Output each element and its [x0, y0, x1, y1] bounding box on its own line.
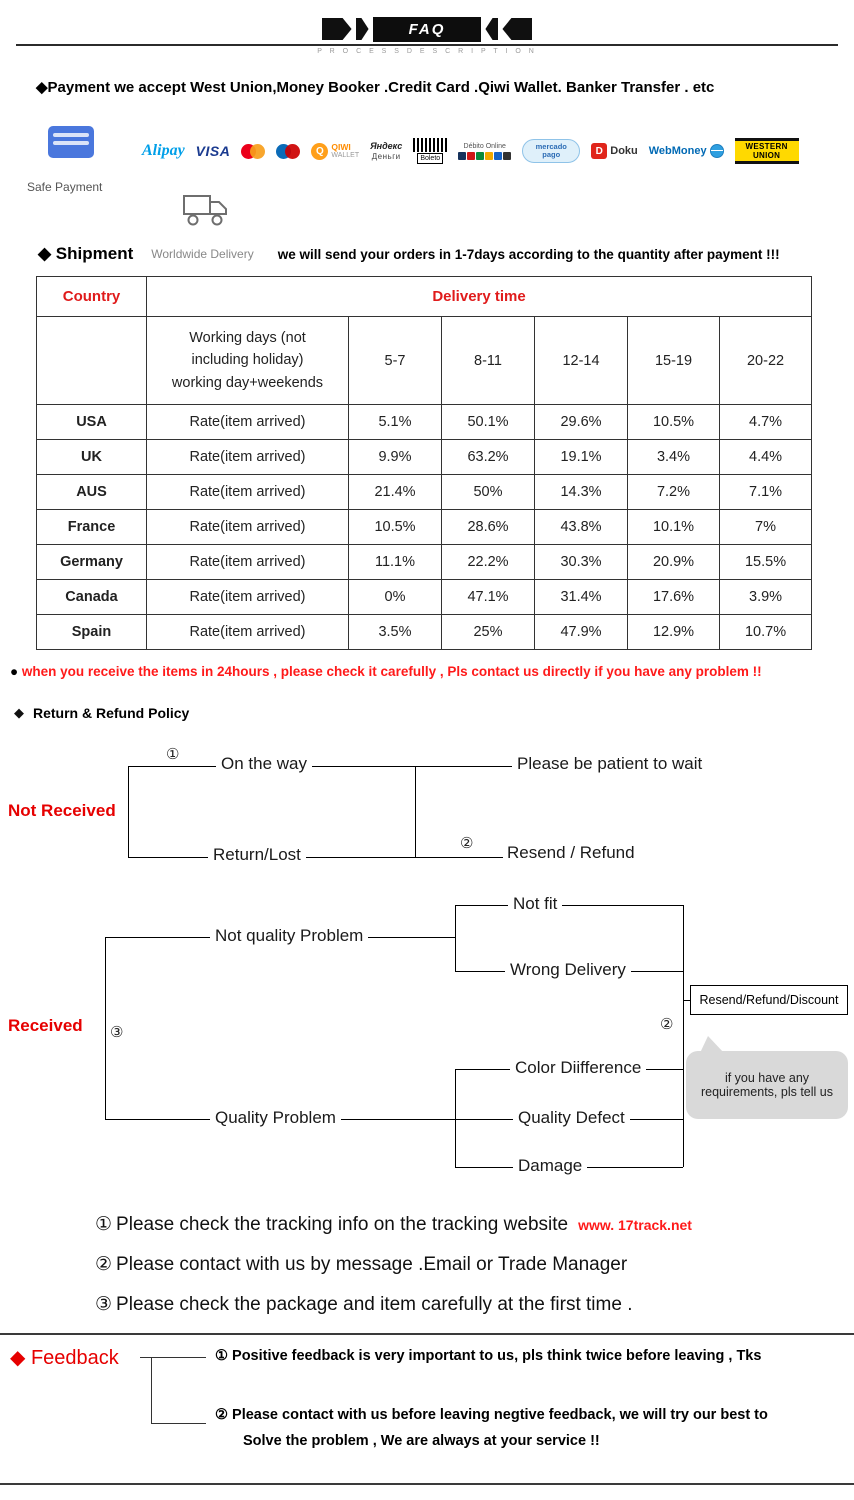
alipay-logo: Alipay: [142, 142, 185, 160]
check-items-warning: ● when you receive the items in 24hours , please check it carefully , Pls contact us directly if you have any problem !!: [10, 664, 762, 679]
rate-value: 9.9%: [349, 440, 442, 475]
connector-line: [683, 905, 684, 1167]
webmoney-logo: WebMoney: [649, 144, 724, 158]
note-contact: ② Please contact with us by message .Email or Trade Manager: [95, 1254, 628, 1275]
ribbon-chevron-icon: [356, 18, 369, 40]
feedback-item-2: ② Please contact with us before leaving negtive feedback, we will try our best to Solve the problem , We are always at your service !!: [215, 1407, 768, 1449]
rate-value: 4.7%: [720, 405, 812, 440]
rate-value: 22.2%: [442, 545, 535, 580]
table-row: [37, 545, 812, 580]
faq-title: FAQ: [373, 17, 482, 42]
diamond-icon: ◆: [14, 705, 24, 720]
payment-logos-row: [142, 138, 846, 164]
rate-label: Rate(item arrived): [147, 405, 349, 440]
resend-refund-discount-box: Resend/Refund/Discount: [690, 985, 848, 1015]
rate-value: 7.2%: [628, 475, 720, 510]
rate-value: 19.1%: [535, 440, 628, 475]
country-name: AUS: [37, 475, 147, 510]
shipment-heading: ◆ Shipment: [38, 244, 134, 263]
col-header-delivery-time: Delivery time: [147, 277, 812, 317]
faq-ribbon: [0, 16, 854, 42]
tracking-website-link[interactable]: www. 17track.net: [578, 1217, 692, 1233]
color-difference-label: Color Diifference: [510, 1058, 646, 1078]
rate-value: 10.1%: [628, 510, 720, 545]
feedback-heading: ◆ Feedback: [10, 1347, 119, 1369]
working-days-label: Working days (not including holiday) working day+weekends: [147, 317, 349, 405]
boleto-logo: Boleto: [413, 138, 447, 164]
bullet-icon: ●: [10, 664, 19, 679]
col-header-country: Country: [37, 277, 147, 317]
received-label: Received: [8, 1016, 83, 1035]
rate-value: 10.7%: [720, 615, 812, 650]
day-range: 12-14: [535, 317, 628, 405]
day-range: 15-19: [628, 317, 720, 405]
table-row: [37, 440, 812, 475]
requirements-speech-bubble: if you have any requirements, pls tell us: [686, 1051, 848, 1119]
maestro-icon: [276, 144, 300, 159]
rate-value: 17.6%: [628, 580, 720, 615]
feedback-section: [0, 1333, 854, 1485]
worldwide-delivery-label: Worldwide Delivery: [151, 247, 254, 261]
payment-section: [0, 96, 854, 236]
table-row: [37, 580, 812, 615]
rate-value: 43.8%: [535, 510, 628, 545]
connector-line: [151, 1423, 206, 1424]
table-row: [37, 510, 812, 545]
damage-label: Damage: [513, 1156, 587, 1176]
rate-value: 63.2%: [442, 440, 535, 475]
country-name: Germany: [37, 545, 147, 580]
table-row: [37, 475, 812, 510]
rate-label: Rate(item arrived): [147, 615, 349, 650]
rate-value: 25%: [442, 615, 535, 650]
not-received-label: Not Received: [8, 801, 116, 820]
shipment-note: we will send your orders in 1-7days according to the quantity after payment !!!: [277, 246, 780, 262]
visa-logo: VISA: [195, 143, 231, 160]
rate-value: 29.6%: [535, 405, 628, 440]
globe-icon: [710, 144, 724, 158]
connector-line: [455, 1069, 456, 1167]
connector-line: [140, 1357, 206, 1358]
shipment-row: [38, 244, 854, 264]
banner-subtitle: P R O C E S S D E S C R I P T I O N: [303, 48, 551, 55]
connector-line: [128, 857, 503, 858]
feedback-item-1: ① Positive feedback is very important to us, pls think twice before leaving , Tks: [215, 1348, 762, 1364]
ribbon-chevron-icon: [502, 18, 532, 40]
ribbon-chevron-icon: [485, 18, 498, 40]
banner-divider: [16, 44, 838, 60]
rate-value: 3.4%: [628, 440, 720, 475]
rate-label: Rate(item arrived): [147, 475, 349, 510]
connector-line: [151, 1357, 152, 1423]
step-2-marker: ②: [460, 835, 474, 852]
rate-value: 50%: [442, 475, 535, 510]
mastercard-icon: [241, 144, 265, 159]
delivery-table: [36, 276, 812, 650]
delivery-truck-icon: [182, 192, 230, 233]
rate-value: 30.3%: [535, 545, 628, 580]
table-row: [37, 405, 812, 440]
bank-icons-row: [458, 152, 511, 160]
rate-value: 0%: [349, 580, 442, 615]
country-name: Spain: [37, 615, 147, 650]
faq-banner: [0, 0, 854, 60]
doku-icon: D: [591, 143, 607, 159]
country-name: USA: [37, 405, 147, 440]
rate-value: 15.5%: [720, 545, 812, 580]
rate-value: 28.6%: [442, 510, 535, 545]
safe-payment-label: Safe Payment: [27, 180, 103, 194]
country-name: UK: [37, 440, 147, 475]
connector-line: [415, 766, 416, 857]
day-range: 20-22: [720, 317, 812, 405]
rate-value: 7%: [720, 510, 812, 545]
ribbon-chevron-icon: [322, 18, 352, 40]
rate-label: Rate(item arrived): [147, 510, 349, 545]
rate-value: 10.5%: [628, 405, 720, 440]
day-range: 5-7: [349, 317, 442, 405]
rate-value: 12.9%: [628, 615, 720, 650]
rate-value: 7.1%: [720, 475, 812, 510]
mercado-pago-logo: mercado pago: [522, 139, 580, 163]
note-tracking: ① Please check the tracking info on the tracking website www. 17track.net: [95, 1214, 692, 1235]
rate-value: 31.4%: [535, 580, 628, 615]
note-check-package: ③ Please check the package and item carefully at the first time .: [95, 1294, 633, 1315]
wrong-delivery-label: Wrong Delivery: [505, 960, 631, 980]
doku-logo: D Doku: [591, 143, 638, 159]
connector-line: [683, 1000, 690, 1001]
rate-value: 50.1%: [442, 405, 535, 440]
rate-label: Rate(item arrived): [147, 545, 349, 580]
rate-value: 47.1%: [442, 580, 535, 615]
connector-line: [128, 766, 129, 857]
return-lost-label: Return/Lost: [208, 845, 306, 865]
credit-card-icon: [48, 126, 94, 158]
table-row: [37, 615, 812, 650]
quality-defect-label: Quality Defect: [513, 1108, 630, 1128]
not-fit-label: Not fit: [508, 894, 562, 914]
return-refund-heading: ◆ Return & Refund Policy: [14, 705, 190, 721]
step-2-marker: ②: [660, 1016, 674, 1033]
quality-problem-label: Quality Problem: [210, 1108, 341, 1128]
connector-line: [455, 905, 456, 971]
connector-line: [128, 766, 512, 767]
rate-value: 11.1%: [349, 545, 442, 580]
connector-line: [105, 937, 106, 1119]
qiwi-icon: Q: [311, 143, 328, 160]
rate-value: 10.5%: [349, 510, 442, 545]
return-policy-flowchart: [0, 739, 854, 1199]
day-range: 8-11: [442, 317, 535, 405]
debito-online-logo: Débito Online: [458, 143, 511, 160]
country-name: France: [37, 510, 147, 545]
on-the-way-label: On the way: [216, 754, 312, 774]
step-3-marker: ③: [110, 1024, 124, 1041]
rate-value: 47.9%: [535, 615, 628, 650]
rate-value: 3.9%: [720, 580, 812, 615]
not-quality-problem-label: Not quality Problem: [210, 926, 368, 946]
rate-value: 5.1%: [349, 405, 442, 440]
policy-notes: [95, 1213, 854, 1316]
be-patient-label: Please be patient to wait: [517, 754, 703, 773]
rate-value: 3.5%: [349, 615, 442, 650]
rate-value: 20.9%: [628, 545, 720, 580]
table-cell-empty: [37, 317, 147, 405]
country-name: Canada: [37, 580, 147, 615]
rate-value: 14.3%: [535, 475, 628, 510]
rate-value: 21.4%: [349, 475, 442, 510]
rate-label: Rate(item arrived): [147, 580, 349, 615]
rate-label: Rate(item arrived): [147, 440, 349, 475]
yandex-money-logo: Яндекс Деньги: [370, 140, 403, 161]
barcode-icon: [413, 138, 447, 152]
rate-value: 4.4%: [720, 440, 812, 475]
payment-heading: ◆Payment we accept West Union,Money Booker .Credit Card .Qiwi Wallet. Banker Transfer . etc: [36, 79, 715, 96]
connector-line: [455, 905, 683, 906]
qiwi-wallet-logo: Q QIWI WALLET: [311, 143, 359, 160]
resend-refund-label: Resend / Refund: [507, 843, 635, 862]
step-1-marker: ①: [166, 746, 180, 763]
western-union-logo: WESTERN UNION: [735, 138, 799, 164]
